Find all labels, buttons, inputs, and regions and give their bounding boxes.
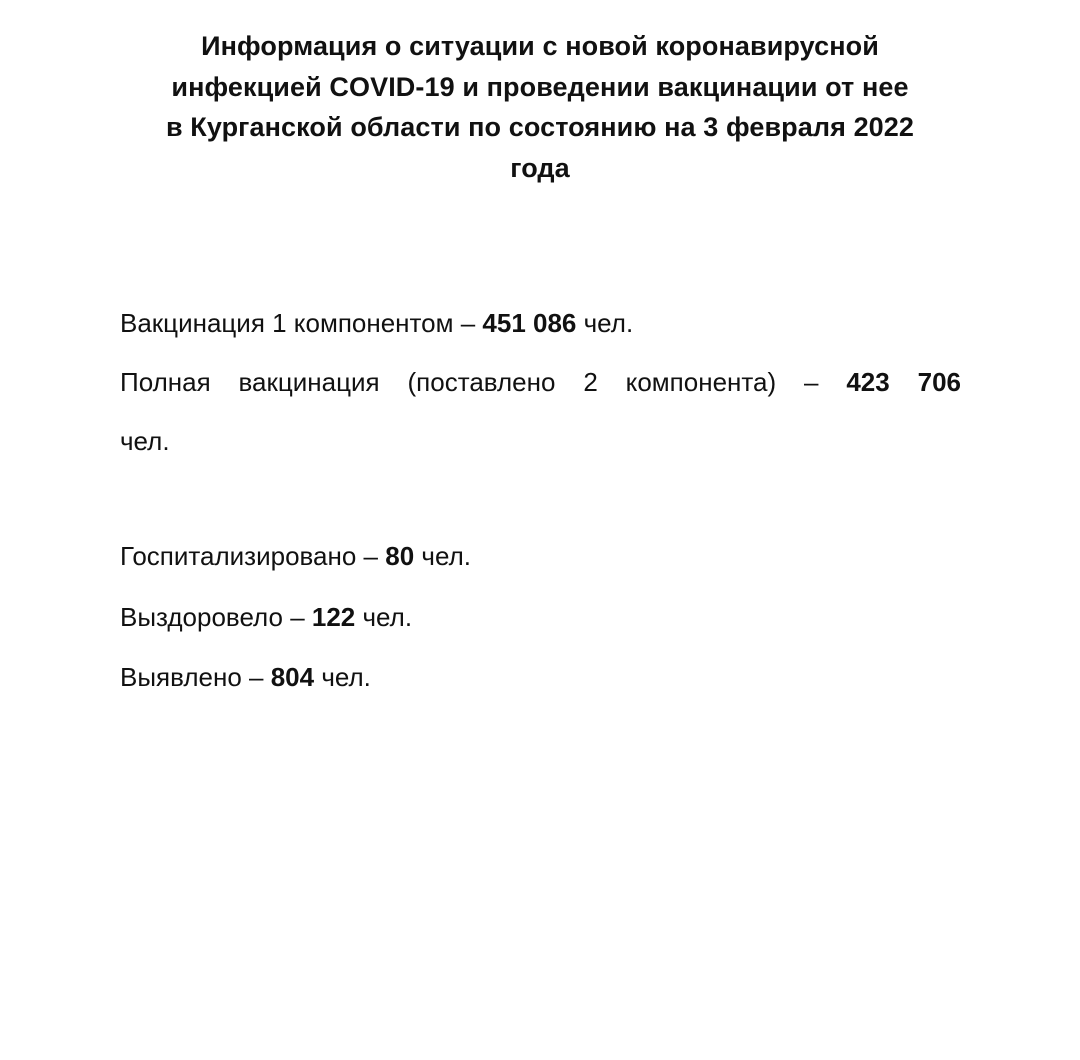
stat-recovered [120, 602, 412, 632]
full-vaccination-word: компонента) [625, 367, 777, 397]
full-vaccination-word: (поставлено [407, 367, 556, 397]
title-line-4: года [510, 152, 570, 183]
title-line-1: Информация о ситуации с новой коронавирусной [201, 31, 879, 61]
full-vaccination [120, 367, 961, 397]
stat-unit: чел. [421, 541, 471, 571]
stat-label: Выздоровело – [120, 602, 305, 632]
title-line-2: инфекцией COVID-19 и проведении вакцинации от нее [171, 71, 909, 102]
stat-value: 804 [270, 662, 315, 692]
full-vaccination-word: 2 [583, 367, 598, 397]
full-vaccination-unit-line [120, 426, 170, 456]
stat-unit: чел. [321, 662, 371, 692]
full-vaccination-word: вакцинация [238, 367, 380, 397]
stat-hospitalized [120, 541, 471, 571]
stat-unit: чел. [362, 602, 413, 632]
first-component-label: Вакцинация 1 компонентом – [120, 308, 476, 338]
stat-detected [120, 662, 371, 692]
full-vaccination-value-part: 706 [917, 367, 961, 397]
full-vaccination-unit: чел. [120, 426, 170, 456]
document-title [100, 26, 980, 188]
full-vaccination-value-part: 423 [846, 367, 890, 397]
stat-label: Выявлено – [120, 662, 264, 692]
stat-label: Госпитализировано – [120, 541, 379, 571]
stat-value: 122 [311, 602, 356, 632]
stat-value: 80 [385, 541, 415, 571]
first-component-vaccination [120, 308, 633, 338]
first-component-value: 451 086 [482, 308, 577, 338]
full-vaccination-word: Полная [120, 367, 211, 397]
full-vaccination-word: – [804, 367, 819, 397]
first-component-unit: чел. [583, 308, 634, 338]
title-line-3: в Курганской области по состоянию на 3 февраля 2022 [165, 112, 915, 142]
